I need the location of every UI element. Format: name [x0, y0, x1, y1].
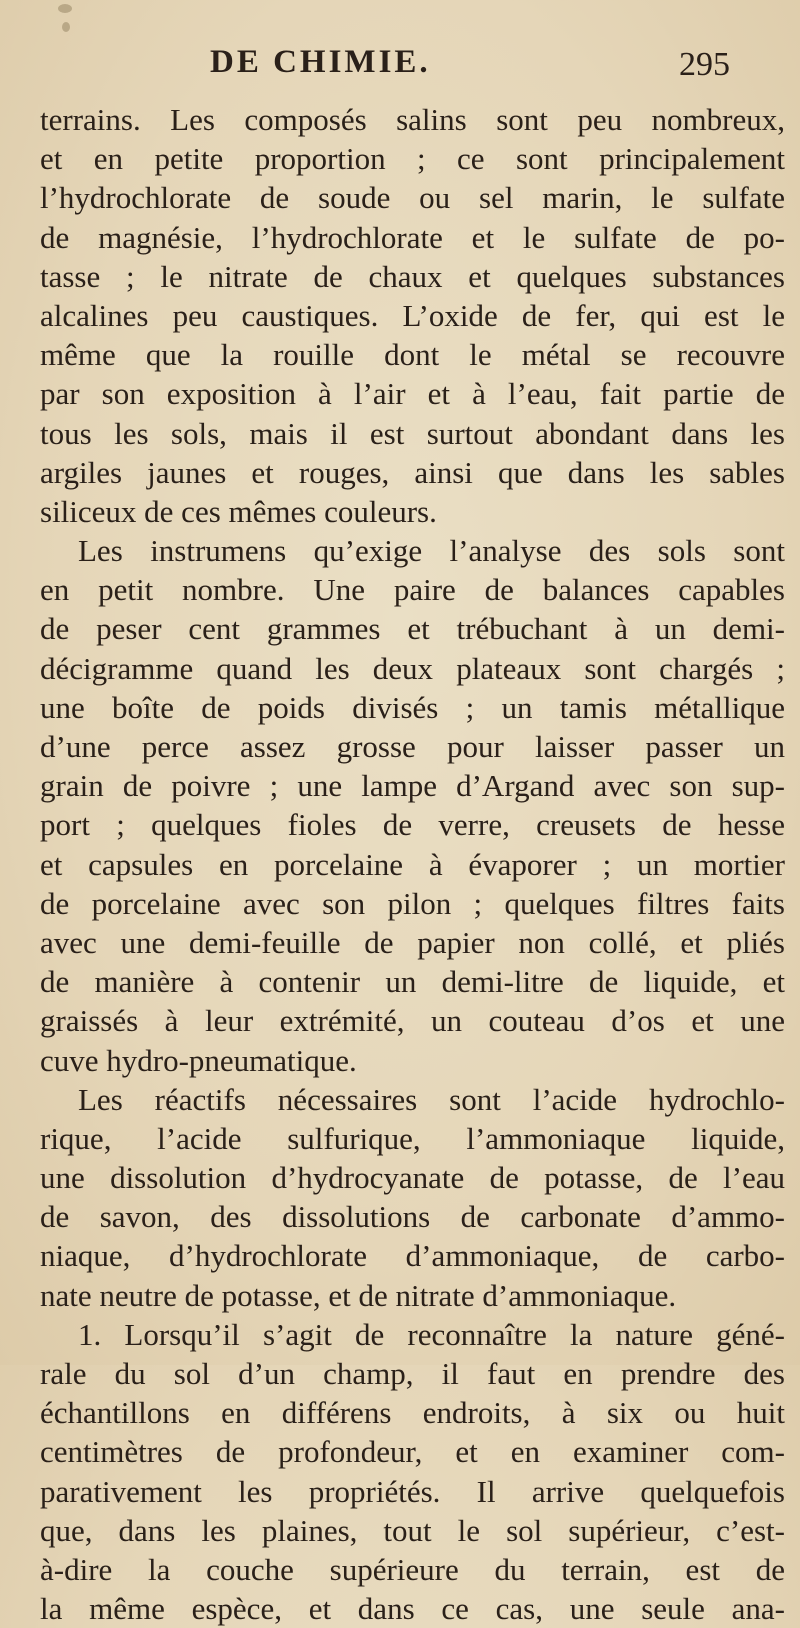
text-line: d’une perce assez grosse pour laisser passer un [40, 729, 785, 764]
text-line: cuve hydro-pneumatique. [40, 1042, 357, 1078]
text-line: de magnésie, l’hydrochlorate et le sulfate de po- [40, 219, 785, 255]
text-line: une dissolution d’hydrocyanate de potasse, de l’eau [40, 1160, 785, 1196]
page-number: 295 [679, 46, 730, 83]
text-line: nate neutre de potasse, et de nitrate d’ammoniaque. [40, 1277, 677, 1313]
text-line: une boîte de poids divisés ; un tamis métallique [40, 689, 785, 725]
text-line: par son exposition à l’air et à l’eau, fait partie de [40, 376, 785, 412]
text-line: échantillons en différens endroits, à six ou huit [40, 1395, 785, 1431]
text-line: en petit nombre. Une paire de balances capables [40, 572, 785, 608]
text-line: et en petite proportion ; ce sont principalement [40, 141, 785, 177]
text-line: décigramme quand les deux plateaux sont chargés ; [40, 650, 785, 686]
text-line: rique, l’acide sulfurique, l’ammoniaque liquide, [40, 1120, 785, 1156]
text-line: l’hydrochlorate de soude ou sel marin, le sulfate [40, 180, 785, 216]
text-line: grain de poivre ; une lampe d’Argand avec son sup- [40, 768, 785, 804]
text-line: de manière à contenir un demi-litre de liquide, et [40, 964, 785, 1000]
text-line: terrains. Les composés salins sont peu nombreux, [40, 102, 785, 137]
text-line: alcalines peu caustiques. L’oxide de fer, qui est le [40, 297, 785, 333]
text-line: de porcelaine avec son pilon ; quelques filtres faits [40, 885, 785, 921]
text-line: niaque, d’hydrochlorate d’ammoniaque, de carbo- [40, 1238, 785, 1274]
text-line: 1. Lorsqu’il s’agit de reconnaître la nature géné- [78, 1316, 785, 1352]
text-line: graissés à leur extrémité, un couteau d’os et une [40, 1003, 785, 1039]
text-line: à-dire la couche supérieure du terrain, est de [40, 1551, 785, 1587]
text-line: port ; quelques fioles de verre, creusets de hesse [40, 807, 785, 843]
text-line: tous les sols, mais il est surtout abondant dans les [40, 415, 785, 451]
page-header [60, 42, 750, 92]
text-line: et capsules en porcelaine à évaporer ; un mortier [40, 846, 785, 882]
text-line: de peser cent grammes et trébuchant à un demi- [40, 611, 785, 647]
paper-blemish [58, 4, 72, 13]
text-line: tasse ; le nitrate de chaux et quelques substances [40, 258, 785, 294]
running-title: DE CHIMIE. [210, 44, 431, 80]
text-line: Les instrumens qu’exige l’analyse des sols sont [78, 533, 785, 569]
text-line: avec une demi-feuille de papier non collé, et pliés [40, 924, 785, 960]
text-line: argiles jaunes et rouges, ainsi que dans les sables [40, 454, 785, 490]
text-line: rale du sol d’un champ, il faut en prendre des [40, 1356, 785, 1391]
text-line: la même espèce, et dans ce cas, une seule ana- [40, 1591, 785, 1627]
text-line: que, dans les plaines, tout le sol supérieur, c’est- [40, 1512, 785, 1548]
body-text [40, 100, 785, 1628]
text-line: même que la rouille dont le métal se recouvre [40, 337, 785, 373]
text-line: Les réactifs nécessaires sont l’acide hydrochlo- [78, 1081, 785, 1117]
text-line: siliceux de ces mêmes couleurs. [40, 493, 437, 529]
text-line: parativement les propriétés. Il arrive quelquefois [40, 1473, 785, 1509]
text-line: centimètres de profondeur, et en examiner com- [40, 1434, 785, 1470]
paper-blemish [62, 22, 70, 32]
text-line: de savon, des dissolutions de carbonate d’ammo- [40, 1199, 785, 1235]
